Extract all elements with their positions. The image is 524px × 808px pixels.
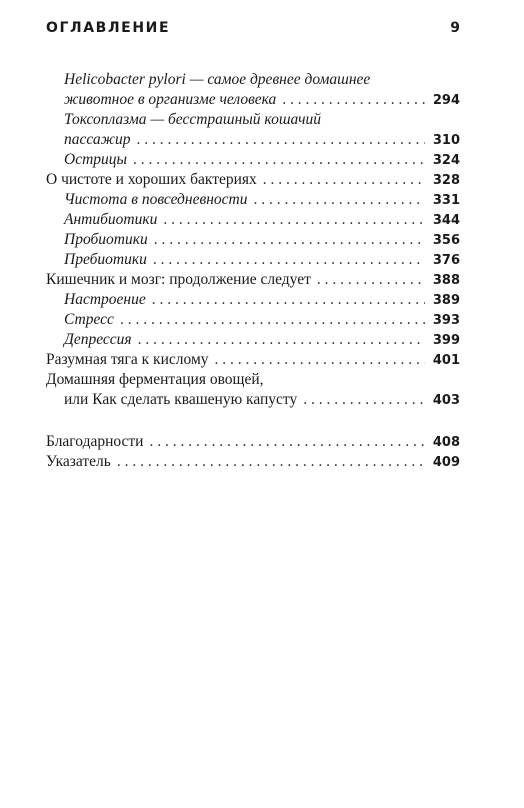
page-header: [46, 20, 460, 36]
leader-dots: [303, 390, 425, 410]
toc-entry-page: 328: [432, 173, 460, 188]
section-title: ОГЛАВЛЕНИЕ: [46, 20, 171, 36]
toc-entry-title: Депрессия: [64, 331, 132, 348]
toc-entry-page: 331: [432, 193, 460, 208]
toc-chapter[interactable]: [46, 170, 460, 190]
toc-entry[interactable]: [46, 190, 460, 210]
toc-entry[interactable]: [46, 70, 460, 110]
toc-entry-title: Пробиотики: [64, 231, 148, 248]
toc-entry-page: 294: [432, 93, 460, 108]
toc-chapter[interactable]: [46, 432, 460, 452]
toc-entry[interactable]: [46, 250, 460, 270]
toc-entry[interactable]: [46, 330, 460, 350]
toc-chapter-title: О чистоте и хороших бактериях: [46, 171, 257, 188]
leader-dots: [154, 230, 425, 250]
leader-dots: [120, 310, 425, 330]
leader-dots: [133, 150, 425, 170]
toc-chapter-title-line: или Как сделать квашеную капусту: [64, 391, 298, 408]
leader-dots: [215, 350, 425, 370]
toc-entry[interactable]: [46, 230, 460, 250]
toc-entry-title: Острицы: [64, 151, 128, 168]
toc-entry-title-line: животное в организме человека: [64, 91, 277, 108]
toc-entry-title: Настроение: [64, 291, 146, 308]
toc-entry-title-line: пассажир: [64, 131, 131, 148]
section-gap: [46, 410, 460, 432]
toc-entry[interactable]: [46, 210, 460, 230]
toc-chapter-title: Указатель: [46, 453, 111, 470]
toc-chapter[interactable]: [46, 270, 460, 290]
toc-chapter[interactable]: [46, 452, 460, 472]
leader-dots: [149, 432, 424, 452]
toc-chapter[interactable]: [46, 370, 460, 410]
leader-dots: [153, 250, 425, 270]
toc-entry-page: 356: [432, 233, 460, 248]
toc-chapter[interactable]: [46, 350, 460, 370]
toc-entry-title: Чистота в повседневности: [64, 191, 248, 208]
leader-dots: [253, 190, 424, 210]
toc-entry-page: 403: [432, 393, 460, 408]
toc-entry-page: 376: [432, 253, 460, 268]
leader-dots: [263, 170, 425, 190]
toc-chapter-title: Разумная тяга к кислому: [46, 351, 209, 368]
toc-chapter-title: Кишечник и мозг: продолжение следует: [46, 271, 311, 288]
toc-entry-title: Стресс: [64, 311, 114, 328]
leader-dots: [282, 90, 425, 110]
leader-dots: [152, 290, 425, 310]
toc-entry-page: 409: [432, 455, 460, 470]
toc-entry-page: 389: [432, 293, 460, 308]
toc-entry-page: 344: [432, 213, 460, 228]
toc-entry[interactable]: [46, 150, 460, 170]
toc-entry[interactable]: [46, 290, 460, 310]
toc-entry-title-line: Токсоплазма — бесстрашный кошачий: [64, 111, 321, 128]
leader-dots: [163, 210, 425, 230]
toc-entry-page: 388: [432, 273, 460, 288]
leader-dots: [317, 270, 425, 290]
toc-entry-title: Антибиотики: [64, 211, 158, 228]
toc-entry-page: 310: [432, 133, 460, 148]
toc-entry-title: Пребиотики: [64, 251, 147, 268]
table-of-contents: [46, 70, 460, 472]
toc-entry[interactable]: [46, 110, 460, 150]
toc-entry-page: 408: [432, 435, 460, 450]
toc-entry-page: 399: [432, 333, 460, 348]
toc-entry-page: 324: [432, 153, 460, 168]
page-number: 9: [450, 20, 460, 36]
leader-dots: [117, 452, 425, 472]
toc-entry[interactable]: [46, 310, 460, 330]
toc-entry-page: 393: [432, 313, 460, 328]
toc-chapter-title-line: Домашняя ферментация овощей,: [46, 371, 264, 388]
toc-chapter-title: Благодарности: [46, 433, 144, 450]
leader-dots: [138, 330, 425, 350]
toc-entry-page: 401: [432, 353, 460, 368]
toc-entry-title-line: Helicobacter pylori — самое древнее домашнее: [64, 71, 371, 88]
leader-dots: [137, 130, 425, 150]
